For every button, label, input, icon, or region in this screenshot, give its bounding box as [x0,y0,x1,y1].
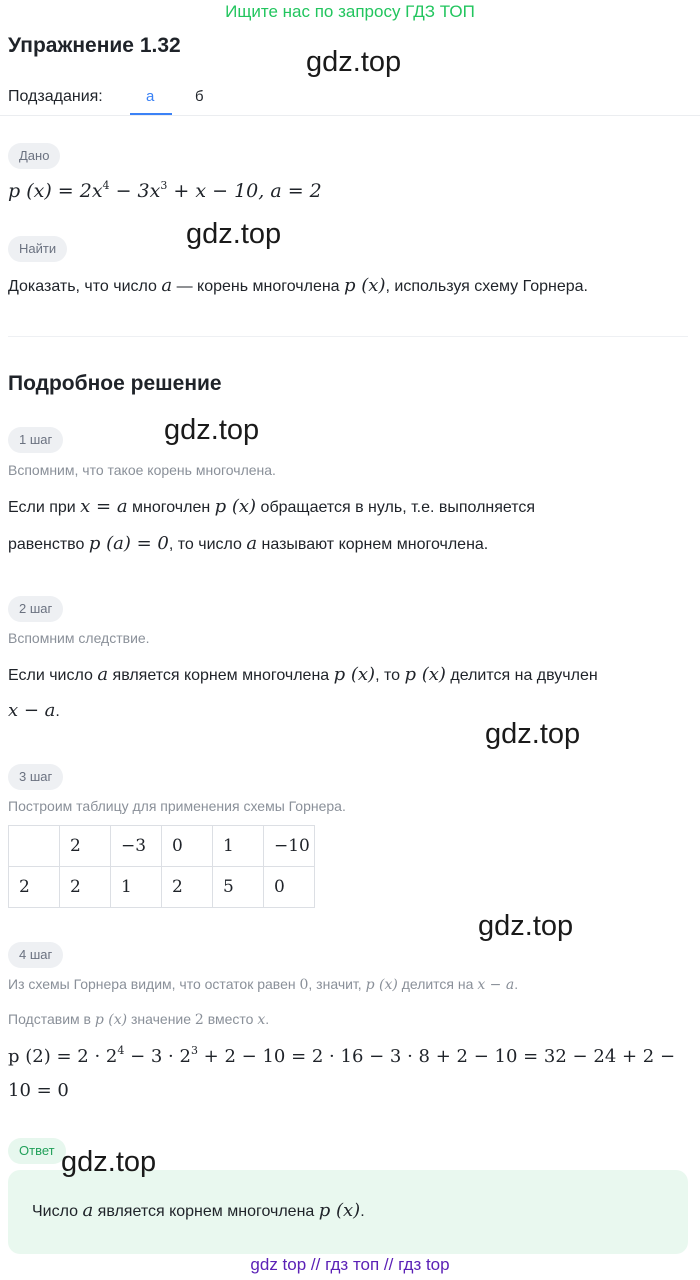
table-cell: 1 [111,867,162,908]
table-cell: 2 [9,867,60,908]
search-hint-banner[interactable]: Ищите нас по запросу ГДЗ ТОП [225,2,475,21]
tabs-divider [0,115,700,116]
table-cell: 2 [60,867,111,908]
step-4-formula-line-1: p $(2) = 2 \cdot 2^4 - 3 \cdot 2^3 + 2 - 10 = 2 \cdot 16 - 3 \cdot 8 + 2 - 10 = 32 - 24 + 2$ − [8,1044,676,1067]
watermark: gdz.top [478,910,574,942]
given-formula: p $(x) = 2x^4 - 3x^3 + x - 10$, a = 2 [8,179,322,202]
table-cell: 5 [213,867,264,908]
watermark: gdz.top [485,718,581,750]
step-3-badge: 3 шаг [8,764,63,790]
table-cell: −3 [111,826,162,867]
step-2-line-2: x − a. [8,700,60,721]
page-title: Упражнение 1.32 [8,34,181,57]
step-2-note: Вспомним следствие. [8,630,150,646]
table-row [9,867,315,908]
find-text: Доказать, что число a — корень многочлена p (x), используя схему Горнера. [8,275,588,296]
watermark: gdz.top [61,1146,157,1178]
subtasks-label: Подзадания: [8,88,103,105]
tab-subtask-a[interactable]: а [146,88,155,105]
footer-links[interactable]: gdz top // гдз топ // гдз top [250,1255,450,1274]
table-cell: 0 [162,826,213,867]
watermark: gdz.top [186,218,282,250]
given-badge: Дано [8,143,60,169]
step-1-badge: 1 шаг [8,427,63,453]
step-1-line-1: Если при x = a многочлен p (x) обращается в нуль, т.е. выполняется [8,496,536,517]
step-1-line-2: равенство p (a) = 0, то число a называют корнем многочлена. [8,533,489,554]
horner-table [8,825,315,908]
table-cell: −10 [264,826,315,867]
table-cell: 1 [213,826,264,867]
step-4-formula-line-2: 10 = 0 [8,1080,69,1101]
find-badge: Найти [8,236,67,262]
step-3-note: Построим таблицу для применения схемы Горнера. [8,798,346,814]
table-cell: 2 [60,826,111,867]
table-cell: 2 [162,867,213,908]
step-2-line-1: Если число a является корнем многочлена p (x), то p (x) делится на двучлен [8,664,598,685]
answer-badge: Ответ [8,1138,66,1164]
answer-text: Число a является корнем многочлена p (x). [32,1200,365,1221]
step-4-note-2: Подставим в p (x) значение 2 вместо x. [8,1011,270,1028]
table-cell [9,826,60,867]
watermark: gdz.top [306,46,402,78]
step-4-badge: 4 шаг [8,942,63,968]
table-cell: 0 [264,867,315,908]
step-2-badge: 2 шаг [8,596,63,622]
solution-title: Подробное решение [8,372,222,395]
table-row [9,826,315,867]
watermark: gdz.top [164,414,260,446]
step-4-note-1: Из схемы Горнера видим, что остаток равен 0, значит, p (x) делится на x − a. [8,976,519,993]
step-1-note: Вспомним, что такое корень многочлена. [8,462,276,478]
tab-subtask-b[interactable]: б [195,88,204,105]
section-divider [8,336,688,337]
